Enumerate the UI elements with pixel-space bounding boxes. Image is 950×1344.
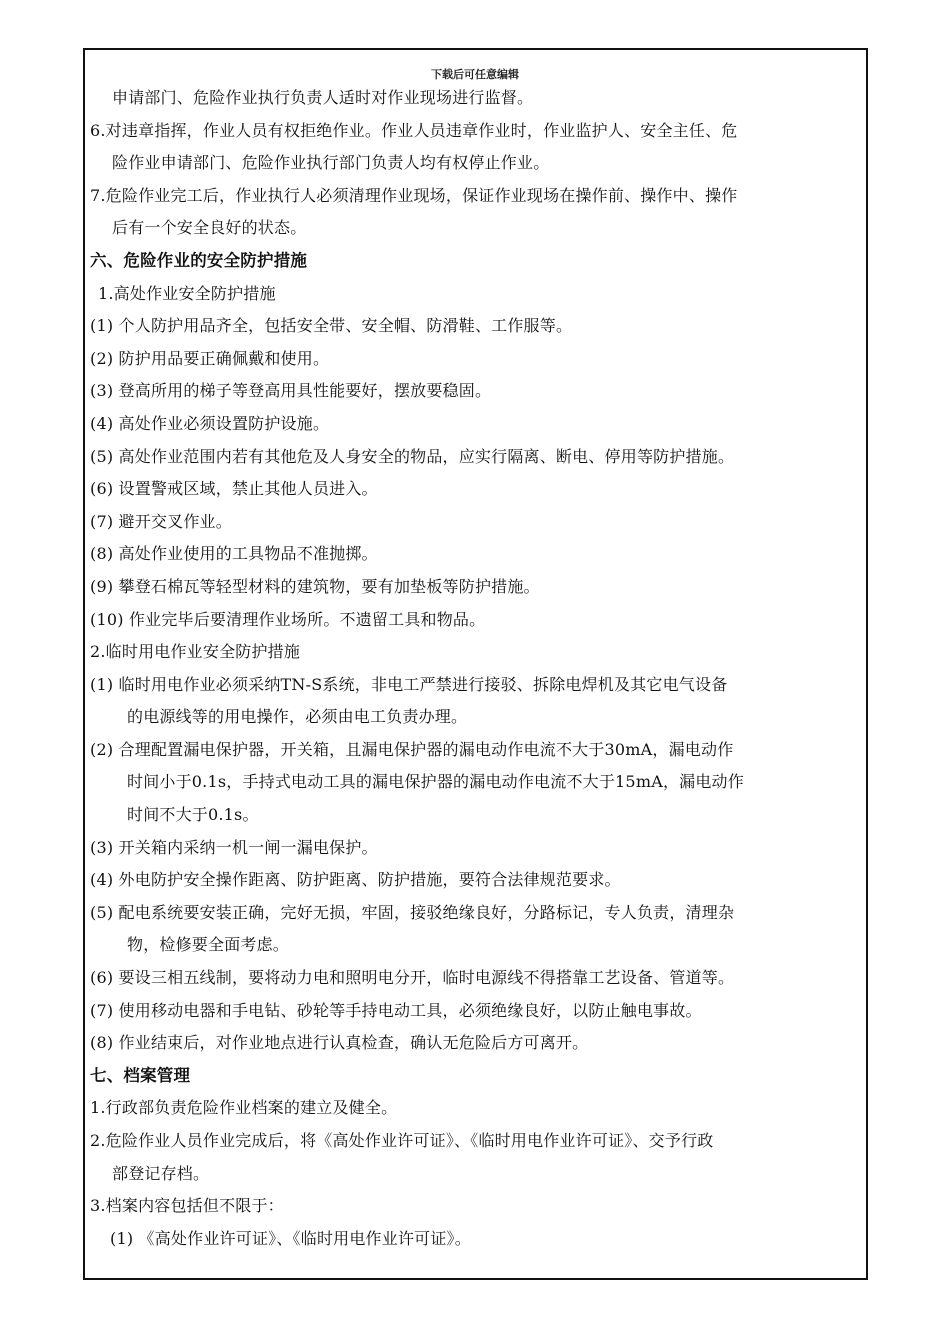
- text-line: 1.行政部负责危险作业档案的建立及健全。: [90, 1098, 398, 1118]
- watermark: 下载后可任意编辑: [431, 68, 519, 81]
- text-line: 时间不大于0.1s。: [127, 805, 259, 825]
- text-line: (1) 《高处作业许可证》、《临时用电作业许可证》。: [110, 1228, 471, 1248]
- section-heading: 六、危险作业的安全防护措施: [90, 250, 308, 270]
- text-line: (5) 高处作业范围内若有其他危及人身安全的物品，应实行隔离、断电、停用等防护措施。: [90, 446, 735, 466]
- text-line: (3) 登高所用的梯子等登高用具性能要好，摆放要稳固。: [90, 381, 492, 401]
- text-line: 时间小于0.1s，手持式电动工具的漏电保护器的漏电动作电流不大于15mA，漏电动作: [127, 772, 744, 792]
- text-line: 7.危险作业完工后，作业执行人必须清理作业现场，保证作业现场在操作前、操作中、操作: [90, 185, 738, 205]
- text-line: (6) 设置警戒区域，禁止其他人员进入。: [90, 479, 378, 499]
- document-body: [90, 82, 860, 1255]
- text-line: (6) 要设三相五线制，要将动力电和照明电分开，临时电源线不得搭靠工艺设备、管道等。: [90, 968, 735, 988]
- text-line: 申请部门、危险作业执行负责人适时对作业现场进行监督。: [112, 88, 534, 107]
- text-line: (3) 开关箱内采纳一机一闸一漏电保护。: [90, 837, 378, 857]
- text-line: (1) 个人防护用品齐全，包括安全带、安全帽、防滑鞋、工作服等。: [90, 316, 573, 336]
- text-line: (9) 攀登石棉瓦等轻型材料的建筑物，要有加垫板等防护措施。: [90, 576, 540, 596]
- text-line: (10) 作业完毕后要清理作业场所。不遗留工具和物品。: [90, 609, 486, 629]
- text-line: 物，检修要全面考虑。: [127, 935, 290, 955]
- text-line: 6.对违章指挥，作业人员有权拒绝作业。作业人员违章作业时，作业监护人、安全主任、危: [90, 120, 738, 140]
- section-heading: 七、档案管理: [90, 1065, 191, 1085]
- text-line: 3.档案内容包括但不限于：: [90, 1196, 284, 1216]
- text-line: 2.临时用电作业安全防护措施: [90, 642, 301, 662]
- text-line: (8) 作业结束后，对作业地点进行认真检查，确认无危险后方可离开。: [90, 1033, 589, 1053]
- text-line: (8) 高处作业使用的工具物品不准抛掷。: [90, 544, 378, 564]
- text-line: 2.危险作业人员作业完成后，将《高处作业许可证》、《临时用电作业许可证》、交予行政: [90, 1131, 714, 1150]
- text-line: (7) 避开交叉作业。: [90, 511, 232, 531]
- text-line: 的电源线等的用电操作，必须由电工负责办理。: [127, 707, 468, 727]
- text-line: 部登记存档。: [112, 1163, 210, 1183]
- text-line: 后有一个安全良好的状态。: [112, 218, 307, 238]
- text-line: 1.高处作业安全防护措施: [98, 283, 276, 303]
- text-line: (4) 外电防护安全操作距离、防护距离、防护措施，要符合法律规范要求。: [90, 870, 621, 890]
- text-line: (2) 防护用品要正确佩戴和使用。: [90, 348, 330, 368]
- text-line: (2) 合理配置漏电保护器，开关箱，且漏电保护器的漏电动作电流不大于30mA，漏电动作: [90, 739, 734, 759]
- text-line: (1) 临时用电作业必须采纳TN-S系统，非电工严禁进行接驳、拆除电焊机及其它电气设备: [90, 674, 728, 694]
- text-line: (4) 高处作业必须设置防护设施。: [90, 413, 330, 433]
- text-line: (5) 配电系统要安装正确，完好无损，牢固，接驳绝缘良好，分路标记，专人负责，清理杂: [90, 902, 735, 922]
- text-line: 险作业申请部门、危险作业执行部门负责人均有权停止作业。: [112, 153, 550, 173]
- text-line: (7) 使用移动电器和手电钻、砂轮等手持电动工具，必须绝缘良好，以防止触电事故。: [90, 1000, 702, 1020]
